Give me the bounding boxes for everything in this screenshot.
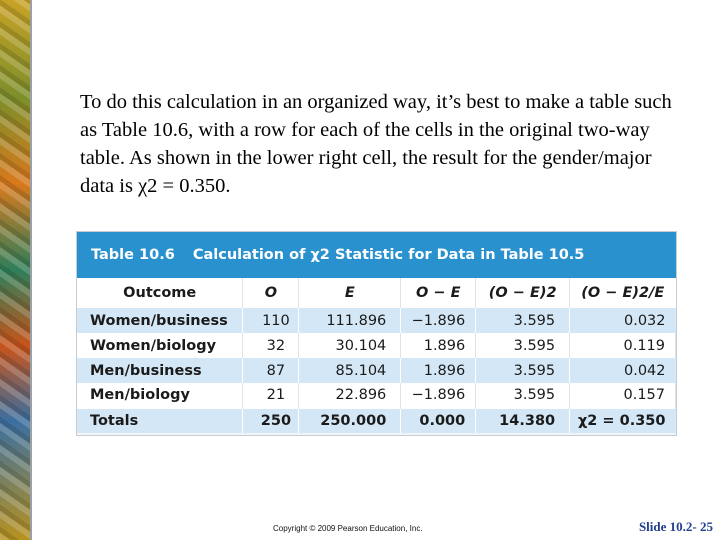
cell-difference: −1.896 xyxy=(401,308,476,333)
header-outcome: Outcome xyxy=(77,278,243,308)
table-row xyxy=(77,333,676,358)
data-table xyxy=(77,278,676,433)
cell-chi-component: 0.119 xyxy=(570,333,676,358)
header-difference: O − E xyxy=(401,278,476,308)
cell-observed: 32 xyxy=(243,333,299,358)
cell-chi-component: 0.032 xyxy=(570,308,676,333)
header-observed: O xyxy=(243,278,299,308)
table-title: Calculation of χ2 Statistic for Data in Table 10.5 xyxy=(192,247,585,263)
cell-outcome: Men/biology xyxy=(77,383,243,408)
cell-expected: 111.896 xyxy=(299,308,401,333)
header-row xyxy=(77,278,676,308)
totals-chi-square: χ2 = 0.350 xyxy=(570,408,676,433)
table-row xyxy=(77,358,676,383)
totals-difference-squared: 14.380 xyxy=(476,408,570,433)
header-expected: E xyxy=(299,278,401,308)
totals-row xyxy=(77,408,676,433)
decorative-side-strip xyxy=(0,0,30,540)
cell-outcome: Men/business xyxy=(77,358,243,383)
table-row xyxy=(77,383,676,408)
calculation-table xyxy=(76,231,677,436)
header-difference-squared: (O − E)2 xyxy=(476,278,570,308)
cell-chi-component: 0.157 xyxy=(570,383,676,408)
totals-label: Totals xyxy=(77,408,243,433)
header-chi-component: (O − E)2/E xyxy=(570,278,676,308)
cell-observed: 21 xyxy=(243,383,299,408)
cell-observed: 110 xyxy=(243,308,299,333)
cell-expected: 85.104 xyxy=(299,358,401,383)
cell-difference-squared: 3.595 xyxy=(476,383,570,408)
cell-difference: 1.896 xyxy=(401,333,476,358)
copyright-notice: Copyright © 2009 Pearson Education, Inc. xyxy=(273,524,423,533)
intro-paragraph: To do this calculation in an organized way, it’s best to make a table such as Table 10.6, with a row for each of the cells in the original two-way table. As shown in the lower right cell, the result for the gender/major data is χ2 = 0.350. xyxy=(80,91,672,197)
totals-difference: 0.000 xyxy=(401,408,476,433)
cell-difference: −1.896 xyxy=(401,383,476,408)
table-row xyxy=(77,308,676,333)
cell-difference-squared: 3.595 xyxy=(476,333,570,358)
table-title-bar xyxy=(77,232,676,278)
cell-outcome: Women/business xyxy=(77,308,243,333)
side-strip-edge xyxy=(30,0,32,540)
cell-expected: 22.896 xyxy=(299,383,401,408)
cell-difference-squared: 3.595 xyxy=(476,308,570,333)
cell-chi-component: 0.042 xyxy=(570,358,676,383)
cell-difference: 1.896 xyxy=(401,358,476,383)
totals-expected: 250.000 xyxy=(299,408,401,433)
cell-expected: 30.104 xyxy=(299,333,401,358)
totals-observed: 250 xyxy=(243,408,299,433)
cell-observed: 87 xyxy=(243,358,299,383)
cell-outcome: Women/biology xyxy=(77,333,243,358)
cell-difference-squared: 3.595 xyxy=(476,358,570,383)
table-number: Table 10.6 xyxy=(91,247,175,263)
slide-number: Slide 10.2- 25 xyxy=(638,519,713,534)
